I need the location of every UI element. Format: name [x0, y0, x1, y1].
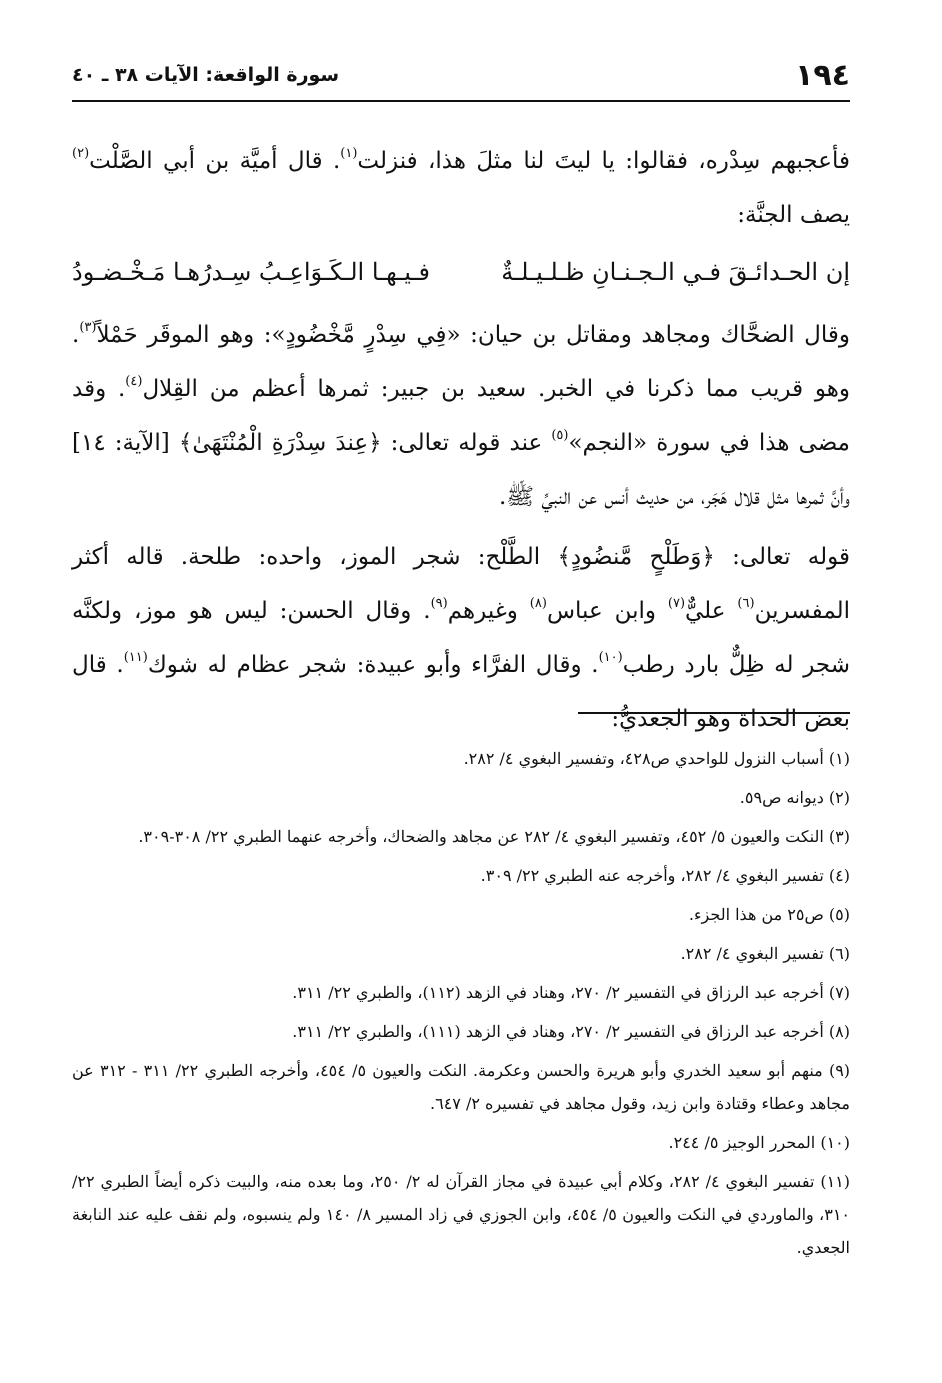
footnote-10: (١٠) المحرر الوجيز ٥/ ٢٤٤.: [668, 1133, 850, 1152]
footnote-ref-3: (٣): [79, 320, 97, 335]
footnote-2: (٢) ديوانه ص٥٩.: [739, 788, 850, 807]
footnote-ref-11: (١١): [123, 650, 148, 665]
footnote-ref-5: (٥): [551, 428, 569, 443]
footnote-separator: [578, 712, 850, 714]
footnote-3: (٣) النكت والعيون ٥/ ٤٥٢، وتفسير البغوي ٤/ ٢٨٢ عن مجاهد والضحاك، وأخرجه عنهما الطبري ٢٢/ ٣٠٨-٣٠٩.: [138, 827, 850, 846]
running-title: سورة الواقعة: الآيات ٣٨ ـ ٤٠: [72, 64, 340, 86]
footnote-ref-8: (٨): [529, 596, 547, 611]
footnote-1: (١) أسباب النزول للواحدي ص٤٢٨، وتفسير البغوي ٤/ ٢٨٢.: [463, 749, 850, 768]
poetry-verse: [72, 242, 850, 302]
footnote-ref-9: (٩): [430, 596, 448, 611]
footnote-ref-6: (٦): [737, 596, 755, 611]
footnote-ref-7: (٧): [667, 596, 686, 611]
footnote-6: (٦) تفسير البغوي ٤/ ٢٨٢.: [680, 944, 850, 963]
footnote-8: (٨) أخرجه عبد الرزاق في التفسير ٢/ ٢٧٠، وهناد في الزهد (١١١)، والطبري ٢٢/ ٣١١.: [292, 1022, 850, 1041]
footnote-11: (١١) تفسير البغوي ٤/ ٢٨٢، وكلام أبي عبيدة في مجاز القرآن له ٢/ ٢٥٠، وما بعده منه، والبيت ذكره أيضاً الطبري ٢٢/ ٣١٠، والماوردي في النكت والعيون ٥/ ٤٥٤، وابن الجوزي في زاد المسير ٨/ ١٤٠ ولم ينسبوه، ولم نقف عليه عند النابغة الجعدي.: [72, 1172, 851, 1257]
header-rule: [72, 100, 850, 102]
verse-first-hemistich: إن الحـدائـقَ فـي الـجـنـانِ ظـلـيـلـةٌ: [501, 258, 850, 286]
footnote-9: (٩) منهم أبو سعيد الخدري وأبو هريرة والحسن وعكرمة. النكت والعيون ٥/ ٤٥٤، وأخرجه الطبري ٢٢/ ٣١١ - ٣١٢ عن مجاهد وعطاء وقتادة وابن زيد، وقول مجاهد في تفسيره ٢/ ٦٤٧.: [72, 1061, 851, 1113]
paragraph-3: قوله تعالى: ﴿وَطَلْحٍ مَّنضُودٍ﴾ الطَّلْح: شجر الموز، واحده: طلحة. قاله أكثر المفسرين$^{(٦)}$ عليٌّ$^{(٧)}$ وابن عباس$^{(٨)}$ وغيرهم$^{(٩)}$. وقال الحسن: ليس هو موز، ولكنَّه شجر له ظِلٌّ بارد رطب$^{(١٠)}$. وقال الفرَّاء وأبو عبيدة: شجر عظام له شوك$^{(١١)}$. قال بعض الحداة وهو الجعديُّ:: [72, 544, 851, 732]
main-text: [72, 134, 850, 746]
paragraph-2: وقال الضحَّاك ومجاهد ومقاتل بن حيان: «فِي سِدْرٍ مَّخْضُودٍ»: وهو الموقَر حَمْلاً$^{(٣)}$. وهو قريب مما ذكرنا في الخبر. سعيد بن جبير: ثمرها أعظم من القِلال$^{(٤)}$. وقد مضى هذا في سورة «النجم»$^{(٥)}$ عند قوله تعالى: ﴿عِندَ سِدْرَةِ الْمُنْتَهَىٰ﴾ [الآية: ١٤] وأنَّ ثمرها مثل قلال هَجَر، من حديث أنس عن النبيِّ ﷺ.: [72, 320, 851, 510]
footnote-ref-10: (١٠): [598, 650, 623, 665]
page-header: [72, 58, 850, 100]
footnote-4: (٤) تفسير البغوي ٤/ ٢٨٢، وأخرجه عنه الطبري ٢٢/ ٣٠٩.: [480, 866, 850, 885]
footnotes: [72, 742, 850, 1264]
page-number: ١٩٤: [795, 58, 850, 93]
verse-second-hemistich: فـيـهـا الـكَـوَاعِـبُ سِـدرُهـا مَـخْـضـودُ: [72, 258, 431, 286]
footnote-ref-1: (١): [340, 146, 358, 161]
footnote-ref-2: (٢): [72, 146, 90, 161]
footnote-ref-4: (٤): [125, 374, 143, 389]
paragraph-1: فأعجبهم سِدْره، فقالوا: يا ليتَ لنا مثلَ هذا، فنزلت$^{(١)}$. قال أميَّة بن أبي الصَّلْت$^{(٢)}$ يصف الجنَّة:: [72, 146, 850, 228]
footnote-5: (٥) ص٢٥ من هذا الجزء.: [688, 905, 850, 924]
footnote-7: (٧) أخرجه عبد الرزاق في التفسير ٢/ ٢٧٠، وهناد في الزهد (١١٢)، والطبري ٢٢/ ٣١١.: [292, 983, 850, 1002]
